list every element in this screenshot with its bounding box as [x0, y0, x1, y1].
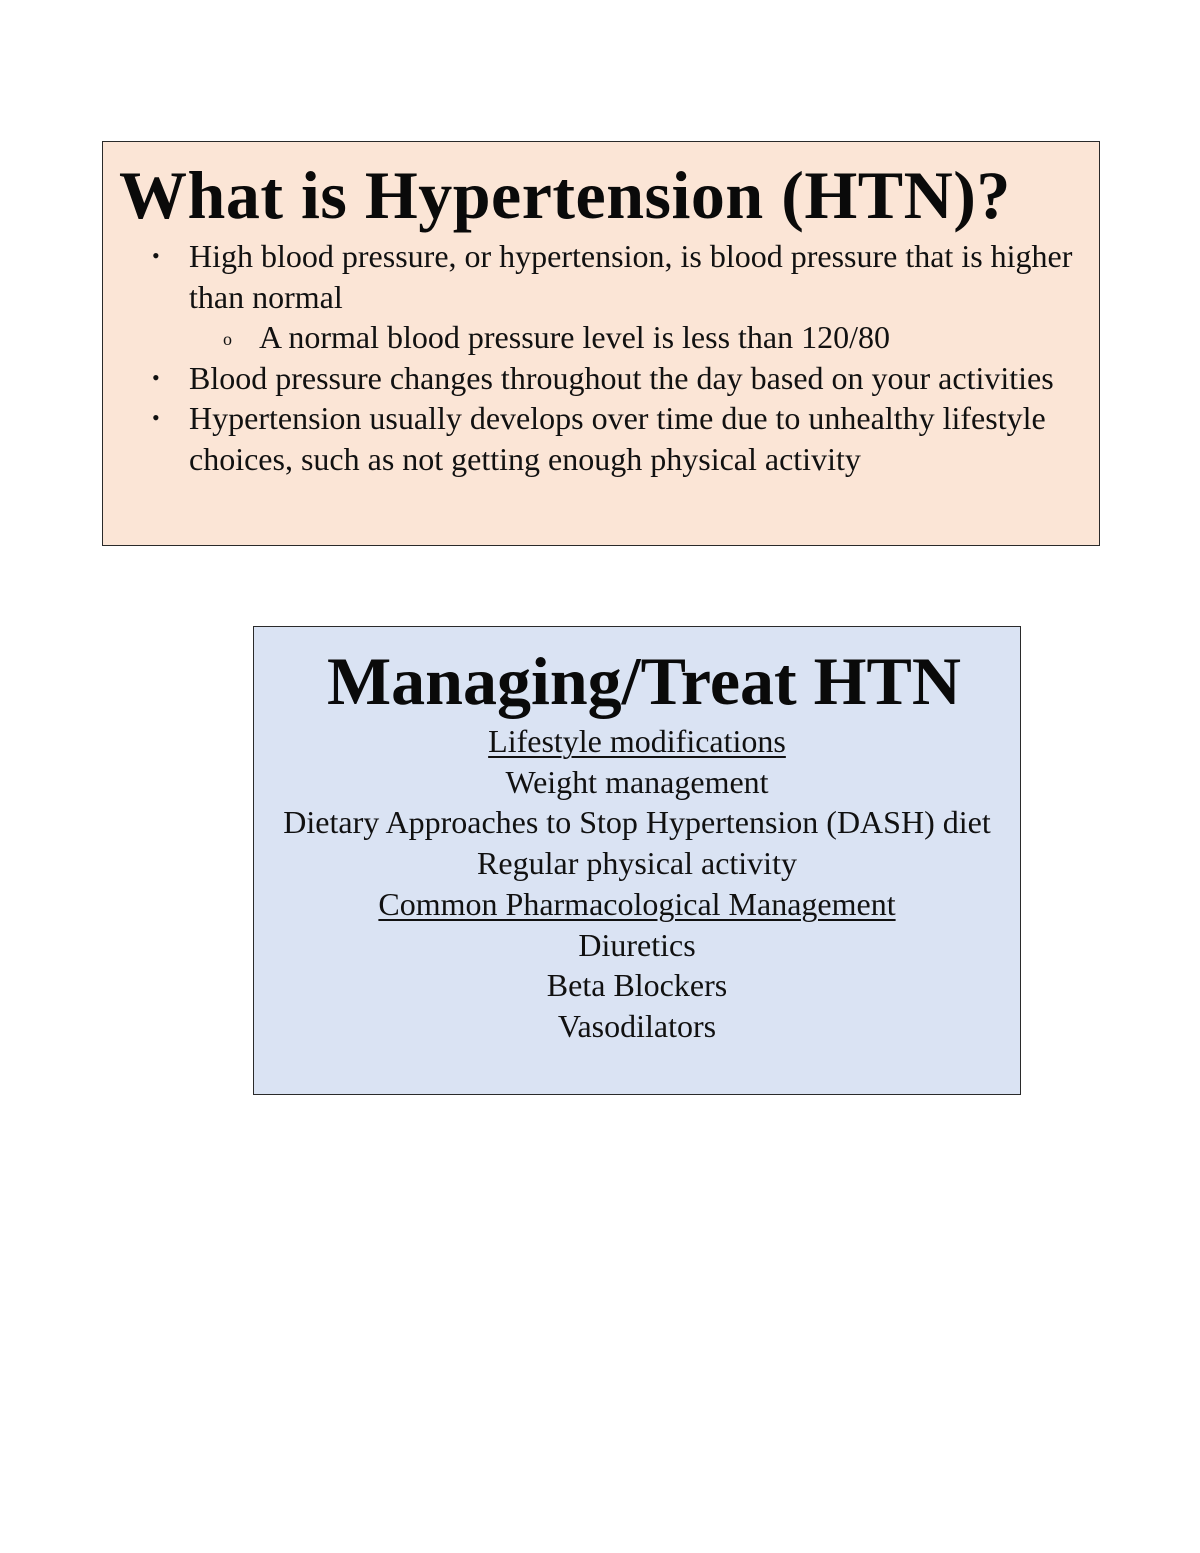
- list-item: [223, 317, 1083, 358]
- list-item: Diuretics: [578, 926, 696, 963]
- hypertension-definition-box: [102, 141, 1100, 546]
- list-item: Dietary Approaches to Stop Hypertension (DASH) diet: [283, 804, 991, 841]
- list-item: Vasodilators: [557, 1007, 717, 1044]
- bullet-icon: •: [152, 364, 160, 390]
- list-item: [143, 398, 1083, 479]
- bullet-text: High blood pressure, or hypertension, is blood pressure that is higher than normal: [189, 238, 1073, 315]
- bullet-icon: •: [152, 243, 160, 268]
- bullet-text: Hypertension usually develops over time due to unhealthy lifestyle choices, such as not getting enough physical activity: [189, 400, 1046, 477]
- list-item: Regular physical activity: [477, 845, 797, 882]
- list-item: [143, 236, 1083, 358]
- lifestyle-heading: Lifestyle modifications: [488, 723, 786, 759]
- list-item: Weight management: [505, 763, 769, 800]
- htn-management-box: [253, 626, 1021, 1095]
- definition-title: What is Hypertension (HTN)?: [119, 157, 1011, 233]
- sub-bullet-list: [189, 317, 1083, 358]
- management-title: Managing/Treat HTN: [326, 643, 962, 719]
- bullet-icon: •: [152, 405, 160, 430]
- list-item: Beta Blockers: [546, 967, 728, 1004]
- sub-bullet-text: A normal blood pressure level is less than 120/80: [259, 319, 891, 355]
- management-list: [254, 721, 1020, 1047]
- list-item: [143, 358, 1083, 399]
- pharmacological-heading: Common Pharmacological Management: [378, 885, 896, 922]
- sub-bullet-icon: o: [223, 329, 232, 349]
- bullet-text: Blood pressure changes throughout the day based on your activities: [189, 359, 1054, 396]
- definition-bullet-list: [143, 236, 1083, 479]
